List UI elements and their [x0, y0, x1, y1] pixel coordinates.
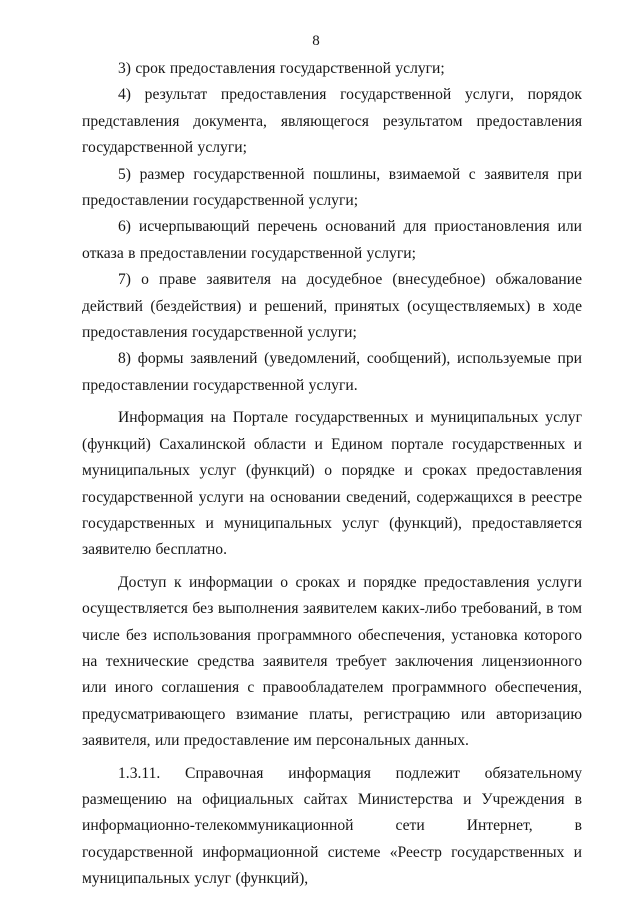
page-number: 8: [312, 33, 320, 49]
list-item-forms: 8) формы заявлений (уведомлений, сообщений), используемые при предоставлении государственной услуги.: [82, 350, 582, 394]
access-paragraph: Доступ к информации о сроках и порядке предоставления услуги осуществляется без выполнения заявителем каких-либо требований, в том числе без использования программного обеспечения, установка которого на технические средства заявителя требует заключения лицензионного или иного соглашения с правообладателем программного обеспечения, предусматривающего взимание платы, регистрацию или авторизацию заявителя, или предоставление им персональных данных.: [82, 573, 582, 750]
list-item-term: 3) срок предоставления государственной услуги;: [118, 60, 445, 77]
document-body: [82, 56, 582, 893]
list-item-appeal: 7) о праве заявителя на досудебное (внесудебное) обжалование действий (бездействия) и решений, принятых (осуществляемых) в ходе предоставления государственной услуги;: [82, 271, 582, 342]
list-item-result: 4) результат предоставления государственной услуги, порядок представления документа, являющегося результатом предоставления государственной услуги;: [82, 86, 582, 157]
portal-info-paragraph: Информация на Портале государственных и муниципальных услуг (функций) Сахалинской области и Едином портале государственных и муниципальных услуг (функций) о порядке и сроках предоставления государственной услуги на основании сведений, содержащихся в реестре государственных и муниципальных услуг (функций), предоставляется заявителю бесплатно.: [82, 409, 582, 559]
section-1-3-11-paragraph: 1.3.11. Справочная информация подлежит обязательному размещению на официальных сайтах Министерства и Учреждения в информационно-телекоммуникационной сети Интернет, в государственной информационной системе «Реестр государственных и муниципальных услуг (функций),: [82, 764, 582, 888]
list-item-fee: 5) размер государственной пошлины, взимаемой с заявителя при предоставлении государственной услуги;: [82, 165, 582, 210]
list-item-grounds: 6) исчерпывающий перечень оснований для приостановления или отказа в предоставлении государственной услуги;: [82, 218, 582, 262]
